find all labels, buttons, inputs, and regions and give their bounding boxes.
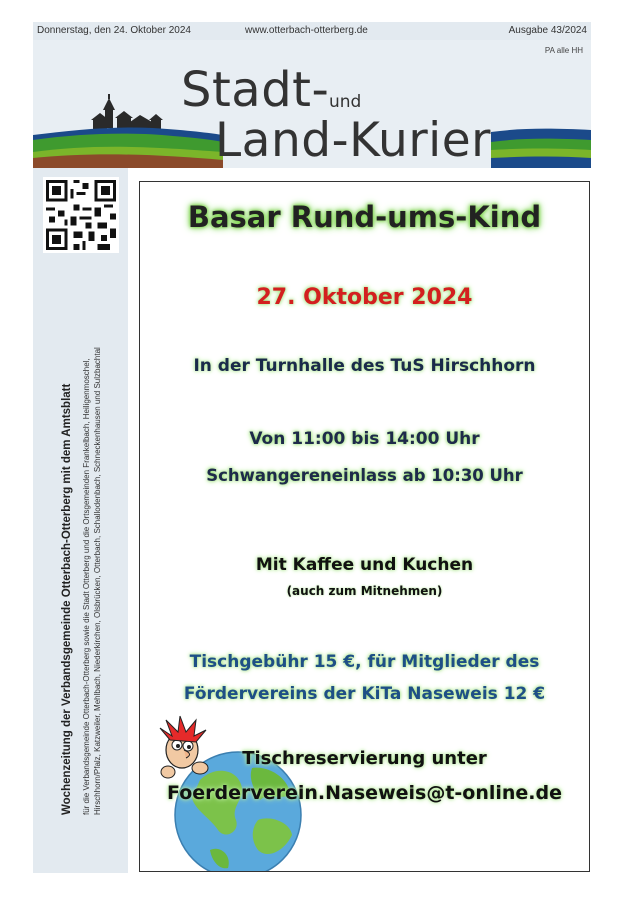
pregnant-entry-time: Schwangereneinlass ab 10:30 Uhr: [206, 466, 523, 485]
reservation-email[interactable]: Foerderverein.Naseweis@t-online.de: [166, 782, 563, 804]
distribution-note: PA alle HH: [544, 46, 583, 55]
issue-number: Ausgabe 43/2024: [508, 25, 587, 36]
cafe-info: Mit Kaffee und Kuchen: [255, 555, 474, 575]
landscape-logo-right: [491, 40, 591, 168]
poster-title: Basar Rund-ums-Kind: [187, 200, 542, 234]
masthead-title-line2: Land-Kurier: [215, 113, 491, 168]
table-fee-line2: Fördervereins der KiTa Naseweis 12 €: [183, 684, 546, 704]
table-fee-line1: Tischgebühr 15 €, für Mitglieder des: [189, 652, 540, 672]
issue-date: Donnerstag, den 24. Oktober 2024: [37, 25, 191, 36]
sidebar-publication-subtitle-1: für die Verbandsgemeinde Otterbach-Otterberg sowie die Stadt Otterberg und die Ortsgemeinden Frankelbach, Heiligenmoschel,: [82, 358, 91, 815]
qr-code-icon: [43, 177, 119, 253]
website-link[interactable]: www.otterbach-otterberg.de: [245, 25, 368, 36]
event-location: In der Turnhalle des TuS Hirschhorn: [193, 356, 536, 376]
event-time: Von 11:00 bis 14:00 Uhr: [249, 429, 480, 449]
sidebar-publication-title: Wochenzeitung der Verbandsgemeinde Otterbach-Otterberg mit dem Amtsblatt: [61, 383, 73, 815]
event-poster: [139, 181, 590, 872]
sidebar: [33, 168, 128, 873]
cafe-togo-note: (auch zum Mitnehmen): [286, 584, 443, 598]
masthead-title-line1: Stadt-: [181, 62, 330, 118]
top-info-bar: [33, 22, 591, 40]
event-date: 27. Oktober 2024: [256, 285, 473, 310]
reservation-label: Tischreservierung unter: [242, 748, 487, 769]
masthead: [33, 40, 591, 168]
qr-code[interactable]: [43, 177, 119, 253]
sidebar-publication-subtitle-2: Hirschhorn/Pfalz, Katzweiler, Mehlbach, Niederkirchen, Olsbrücken, Otterbach, Schallodenbach, Schneckenhausen und Sulzbachtal: [93, 347, 102, 815]
masthead-title-und: und: [329, 92, 362, 112]
